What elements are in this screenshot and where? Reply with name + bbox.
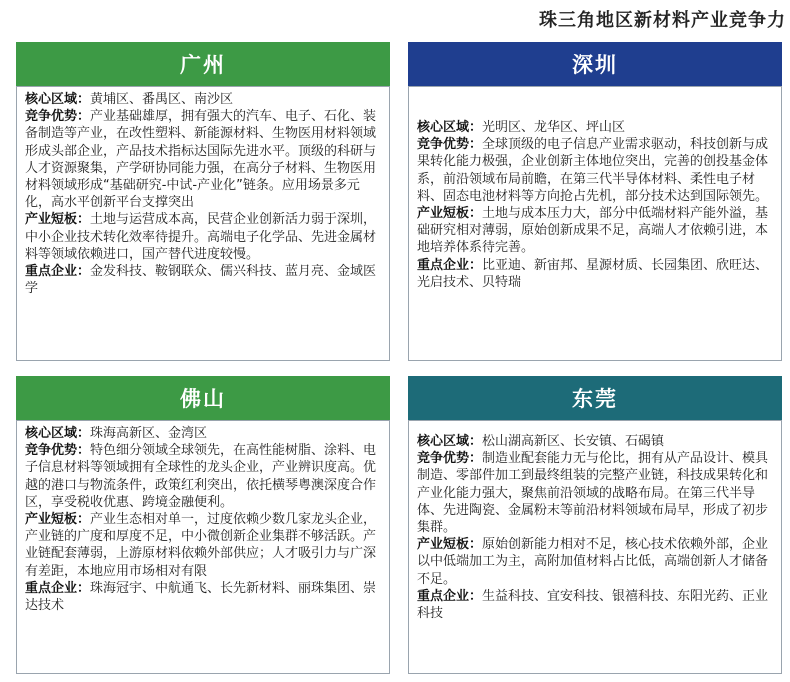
card-body-guangzhou — [16, 86, 390, 361]
card-body-foshan — [16, 420, 390, 674]
weakness-section — [417, 536, 773, 588]
core-area-label: 核心区域： — [417, 434, 483, 449]
key-firms-text: 珠海冠宇、中航通飞、长先新材料、丽珠集团、崇达技术 — [25, 580, 377, 614]
key-firms-text: 金发科技、鞍钢联众、儒兴科技、蓝月亮、金域医学 — [25, 264, 377, 297]
card-body-dongguan — [408, 420, 782, 674]
core-area-text: 光明区、龙华区、坪山区 — [482, 120, 626, 135]
advantage-section — [25, 108, 381, 211]
advantage-label: 竞争优势： — [417, 451, 483, 467]
card-header-dongguan: 东莞 — [408, 376, 782, 420]
core-area-label: 核心区域： — [25, 426, 91, 441]
core-area-text: 黄埔区、番禺区、南沙区 — [90, 92, 234, 107]
key-firms-section — [25, 263, 381, 297]
key-firms-text: 比亚迪、新宙邦、星源材质、长园集团、欣旺达、光启技术、贝特瑞 — [417, 257, 769, 290]
key-firms-section — [25, 580, 381, 614]
core-area-label: 核心区域： — [25, 92, 91, 107]
advantage-section — [417, 136, 773, 205]
card-header-shenzhen: 深圳 — [408, 42, 782, 86]
weakness-text: 土地与成本压力大，部分中低端材料产能外溢，基础研究相对薄弱，原始创新成果不足，高端人才依赖引进，本地培养体系待完善。 — [417, 206, 769, 256]
core-area-text: 松山湖高新区、长安镇、石碣镇 — [482, 434, 665, 449]
weakness-label: 产业短板： — [25, 512, 91, 528]
advantage-text: 全球顶级的电子信息产业需求驱动，科技创新与成果转化能力极强，企业创新主体地位突出，完善的创投基金体系，前沿领域布局前瞻，在第三代半导体材料、柔性电子材料、固态电池材料等方向抢占先机，部分技术达到国际领先。 — [417, 137, 769, 204]
card-guangzhou — [16, 42, 390, 361]
card-body-shenzhen — [408, 86, 782, 361]
advantage-label: 竞争优势： — [417, 137, 483, 153]
weakness-text: 土地与运营成本高，民营企业创新活力弱于深圳，中小企业技术转化效率待提升。高端电子化学品、先进金属材料等领域依赖进口，国产替代进度较慢。 — [25, 212, 377, 262]
key-firms-label: 重点企业： — [25, 264, 91, 280]
card-shenzhen — [408, 42, 782, 361]
weakness-label: 产业短板： — [417, 206, 483, 222]
core-area-section — [25, 425, 381, 442]
page-title: 珠三角地区新材料产业竞争力 — [539, 10, 786, 31]
core-area-label: 核心区域： — [417, 120, 483, 135]
card-header-foshan: 佛山 — [16, 376, 390, 420]
advantage-text: 特色细分领域全球领先，在高性能树脂、涂料、电子信息材料等领域拥有全球性的龙头企业，产业辨识度高。优越的港口与物流条件，政策红利突出，依托横琴粤澳深度合作区，享受税收优惠、跨境金融便利。 — [25, 443, 377, 510]
key-firms-label: 重点企业： — [417, 257, 483, 273]
weakness-text: 产业生态相对单一，过度依赖少数几家龙头企业，产业链的广度和厚度不足，中小微创新企业集群不够活跃。产业链配套薄弱，上游原材料依赖外部供应；人才吸引力与广深有差距，本地应用市场相对有限 — [25, 512, 377, 579]
key-firms-section — [417, 257, 773, 291]
card-foshan — [16, 376, 390, 674]
key-firms-text: 生益科技、宜安科技、银禧科技、东阳光药、正业科技 — [417, 588, 769, 622]
key-firms-section — [417, 588, 773, 622]
core-area-section — [25, 91, 381, 108]
card-dongguan — [408, 376, 782, 674]
advantage-section — [25, 442, 381, 511]
core-area-section — [417, 433, 773, 450]
advantage-label: 竞争优势： — [25, 443, 91, 459]
core-area-text: 珠海高新区、金湾区 — [90, 426, 208, 441]
key-firms-label: 重点企业： — [417, 588, 483, 604]
weakness-text: 原始创新能力相对不足，核心技术依赖外部，企业以中低端加工为主，高附加值材料占比低，高端创新人才储备不足。 — [417, 537, 769, 587]
key-firms-label: 重点企业： — [25, 580, 91, 596]
card-header-guangzhou: 广州 — [16, 42, 390, 86]
advantage-text: 制造业配套能力无与伦比，拥有从产品设计、模具制造、零部件加工到最终组装的完整产业链，科技成果转化和产业化能力强大，聚焦前沿领域的战略布局。在第三代半导体、先进陶瓷、金属粉末等前沿材料领域布局早，形成了初步集群。 — [417, 451, 769, 536]
weakness-section — [25, 211, 381, 263]
weakness-label: 产业短板： — [25, 212, 91, 228]
core-area-section — [417, 119, 773, 136]
weakness-section — [25, 511, 381, 580]
advantage-section — [417, 450, 773, 536]
weakness-section — [417, 205, 773, 257]
advantage-label: 竞争优势： — [25, 109, 91, 125]
advantage-text: 产业基础雄厚，拥有强大的汽车、电子、石化、装备制造等产业，在改性塑料、新能源材料、生物医用材料领域形成头部企业，产品技术指标达国际先进水平。顶级的科研与人才资源聚集，产学研协同能力强，在高分子材料、生物医用材料领域形成“基础研究-中试-产业化”链条。应用场景多元化，高水平创新平台支撑突出 — [25, 109, 377, 211]
weakness-label: 产业短板： — [417, 537, 483, 553]
